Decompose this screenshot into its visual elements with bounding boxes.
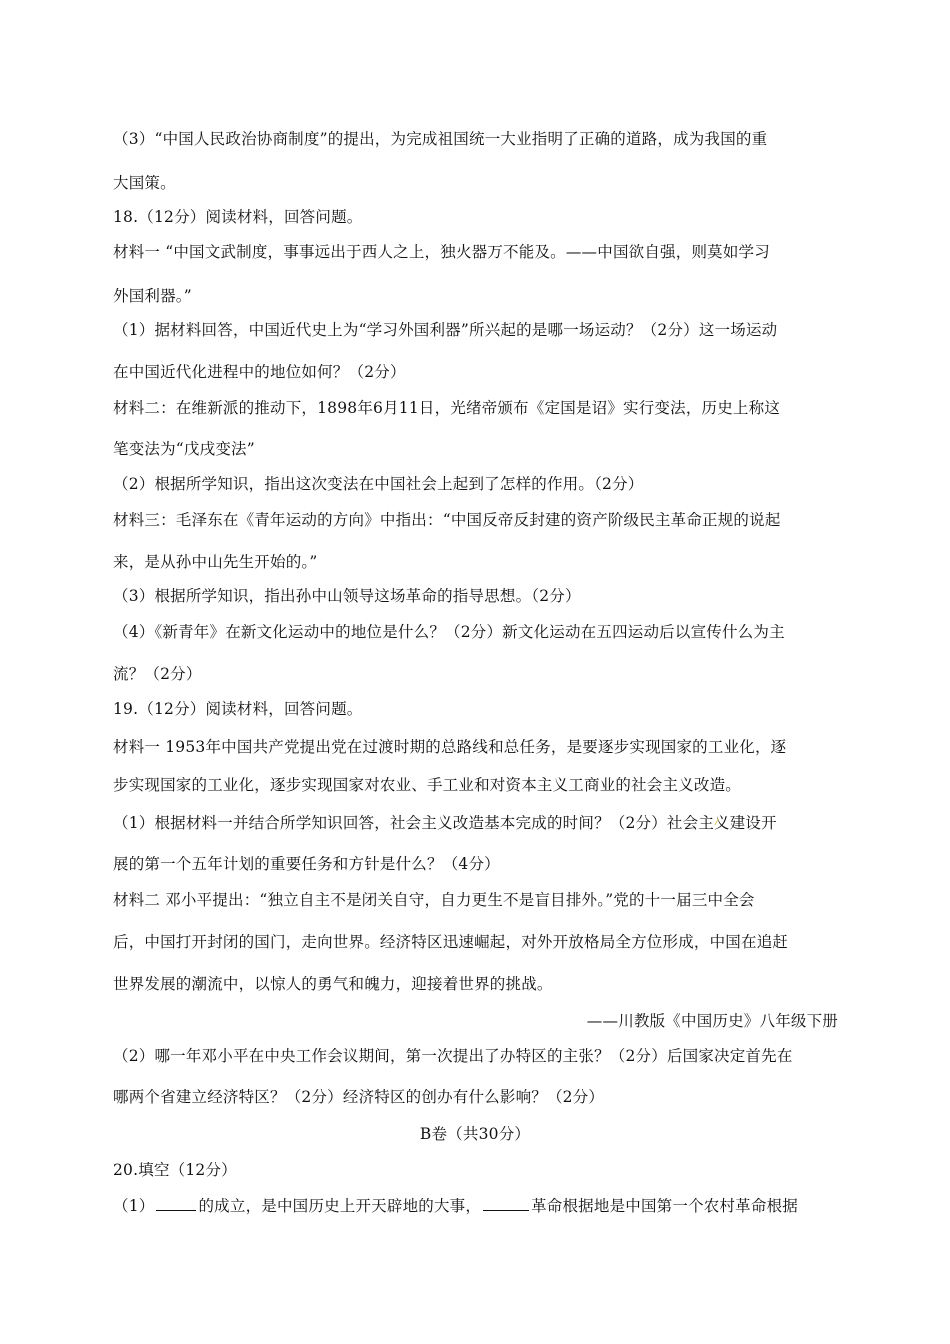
text-line: 来，是从孙中山先生开始的。”: [113, 553, 318, 571]
question-20-heading: 20.填空（12分）: [113, 1161, 237, 1179]
text-line: 材料一 “中国文武制度，事事远出于西人之上，独火器万不能及。——中国欲自强，则莫如学习: [113, 243, 770, 261]
answer-blank[interactable]: [483, 1209, 529, 1211]
question-18-heading: 18.（12分）阅读材料，回答问题。: [113, 208, 363, 226]
text-line: （3）根据所学知识，指出孙中山领导这场革命的指导思想。（2分）: [113, 587, 581, 605]
text-line: （2）根据所学知识，指出这次变法在中国社会上起到了怎样的作用。（2分）: [113, 475, 644, 493]
text-line: 材料二：在维新派的推动下，1898年6月11日，光绪帝颁布《定国是诏》实行变法，历史上称这: [113, 399, 781, 417]
source-citation: ——川教版《中国历史》八年级下册: [586, 1012, 838, 1030]
item-number: （1）: [113, 1197, 155, 1215]
answer-blank[interactable]: [156, 1209, 196, 1211]
item-text: 的成立，是中国历史上开天辟地的大事，: [198, 1197, 482, 1215]
text-line: 材料一 1953年中国共产党提出党在过渡时期的总路线和总任务，是要逐步实现国家的工业化，逐: [113, 738, 787, 756]
text-line: （1）根据材料一并结合所学知识回答，社会主义改造基本完成的时间？（2分）社会主义建设开: [113, 814, 777, 832]
text-line: 后，中国打开封闭的国门，走向世界。经济特区迅速崛起，对外开放格局全方位形成，中国在追赶: [113, 933, 789, 951]
text-line: （4）《新青年》在新文化运动中的地位是什么？（2分）新文化运动在五四运动后以宣传什么为主: [113, 623, 785, 641]
question-20-item-1: [113, 1194, 798, 1216]
text-line: 材料三：毛泽东在《青年运动的方向》中指出：“中国反帝反封建的资产阶级民主革命正规的说起: [113, 511, 781, 529]
text-line: 哪两个省建立经济特区？（2分）经济特区的创办有什么影响？（2分）: [113, 1088, 605, 1106]
scan-mark: [714, 818, 720, 826]
question-19-heading: 19.（12分）阅读材料，回答问题。: [113, 700, 363, 718]
text-line: 笔变法为“戊戌变法”: [113, 440, 255, 458]
text-line: 世界发展的潮流中，以惊人的勇气和魄力，迎接着世界的挑战。: [113, 975, 553, 993]
text-line: 流？（2分）: [113, 665, 202, 683]
text-line: 外国利器。”: [113, 287, 192, 305]
text-line: 在中国近代化进程中的地位如何？（2分）: [113, 363, 406, 381]
text-line: （2）哪一年邓小平在中央工作会议期间，第一次提出了办特区的主张？（2分）后国家决定首先在: [113, 1047, 793, 1065]
section-b-heading: B卷（共30分）: [419, 1125, 531, 1143]
text-line: 步实现国家的工业化，逐步实现国家对农业、手工业和对资本主义工商业的社会主义改造。: [113, 776, 742, 794]
text-line: 展的第一个五年计划的重要任务和方针是什么？（4分）: [113, 855, 500, 873]
text-line: 大国策。: [113, 174, 176, 192]
text-line: 材料二 邓小平提出：“独立自主不是闭关自守，自力更生不是盲目排外。”党的十一届三中全会: [113, 891, 755, 909]
item-text: 革命根据地是中国第一个农村革命根据: [531, 1197, 798, 1215]
text-line: （3）“中国人民政治协商制度”的提出，为完成祖国统一大业指明了正确的道路，成为我国的重: [113, 130, 768, 148]
text-line: （1）据材料回答，中国近代史上为“学习外国利器”所兴起的是哪一场运动？（2分）这一场运动: [113, 321, 778, 339]
